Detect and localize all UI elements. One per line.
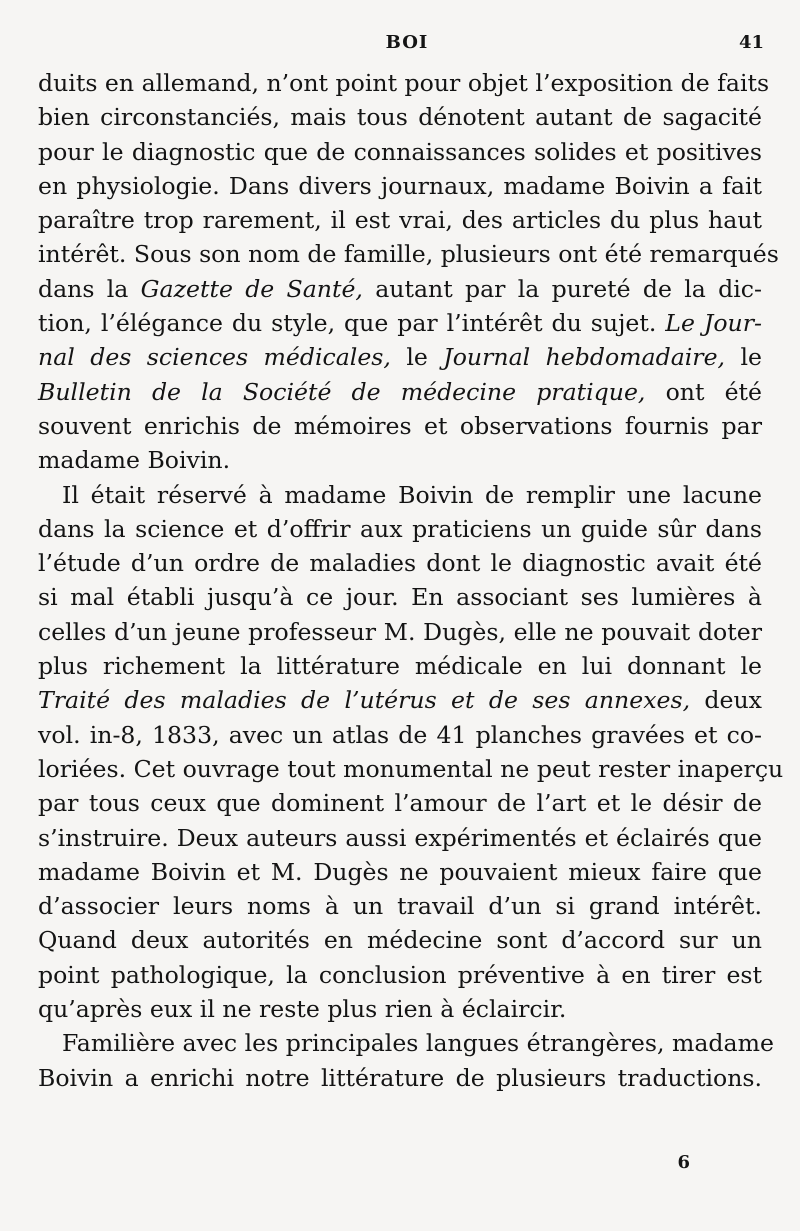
text-line: s’instruire. Deux auteurs aussi expérimentés et éclairés que (38, 823, 762, 852)
text-line: paraître trop rarement, il est vrai, des articles du plus haut (38, 206, 762, 235)
text-line: nal des sciences médicales, le Journal hebdomadaire, le (38, 343, 762, 372)
text-line: pour le diagnostic que de connaissances solides et positives (38, 137, 762, 166)
text-line: celles d’un jeune professeur M. Dugès, elle ne pouvait doter (38, 617, 762, 646)
text-line: duits en allemand, n’ont point pour objet l’exposition de faits (38, 69, 770, 97)
text-line: dans la science et d’offrir aux praticiens un guide sûr dans (38, 514, 762, 543)
text-line: intérêt. Sous son nom de famille, plusieurs ont été remarqués (38, 240, 779, 269)
text-line: l’étude d’un ordre de maladies dont le diagnostic avait été (38, 549, 762, 578)
running-head: BOI (385, 32, 429, 53)
text-line: d’associer leurs noms à un travail d’un si grand intérêt. (38, 892, 762, 921)
text-line: bien circonstanciés, mais tous dénotent autant de sagacité (38, 103, 762, 132)
text-line: loriées. Cet ouvrage tout monumental ne peut rester inaperçu (38, 754, 784, 783)
text-line: par tous ceux que dominent l’amour de l’art et le désir de (38, 789, 762, 818)
text-line: dans la Gazette de Santé, autant par la pureté de la dic- (38, 274, 762, 303)
text-line: qu’après eux il ne reste plus rien à éclaircir. (38, 995, 567, 1024)
text-line: Il était réservé à madame Boivin de remplir une lacune (62, 480, 762, 509)
text-line: souvent enrichis de mémoires et observations fournis par (38, 411, 762, 440)
text-line: Traité des maladies de l’utérus et de ses annexes, deux (38, 686, 762, 715)
text-line: madame Boivin et M. Dugès ne pouvaient mieux faire que (38, 857, 762, 886)
text-line: Familière avec les principales langues étrangères, madame (62, 1029, 774, 1058)
text-line: en physiologie. Dans divers journaux, madame Boivin a fait (38, 171, 762, 200)
text-line: plus richement la littérature médicale en lui donnant le (38, 652, 762, 681)
text-line: point pathologique, la conclusion préventive à en tirer est (38, 960, 762, 989)
page-number: 41 (738, 32, 764, 53)
text-line: tion, l’élégance du style, que par l’intérêt du sujet. Le Jour- (38, 309, 762, 338)
signature-mark: 6 (677, 1152, 690, 1173)
text-line: madame Boivin. (38, 446, 231, 475)
text-line: Boivin a enrichi notre littérature de plusieurs traductions. (38, 1063, 762, 1092)
text-line: vol. in-8, 1833, avec un atlas de 41 planches gravées et co- (38, 720, 762, 749)
body-text (38, 66, 784, 1095)
text-line: Bulletin de la Société de médecine pratique, ont été (38, 377, 762, 406)
text-line: Quand deux autorités en médecine sont d’accord sur un (38, 926, 762, 955)
text-line: si mal établi jusqu’à ce jour. En associant ses lumières à (38, 583, 762, 612)
page-header (36, 32, 764, 60)
